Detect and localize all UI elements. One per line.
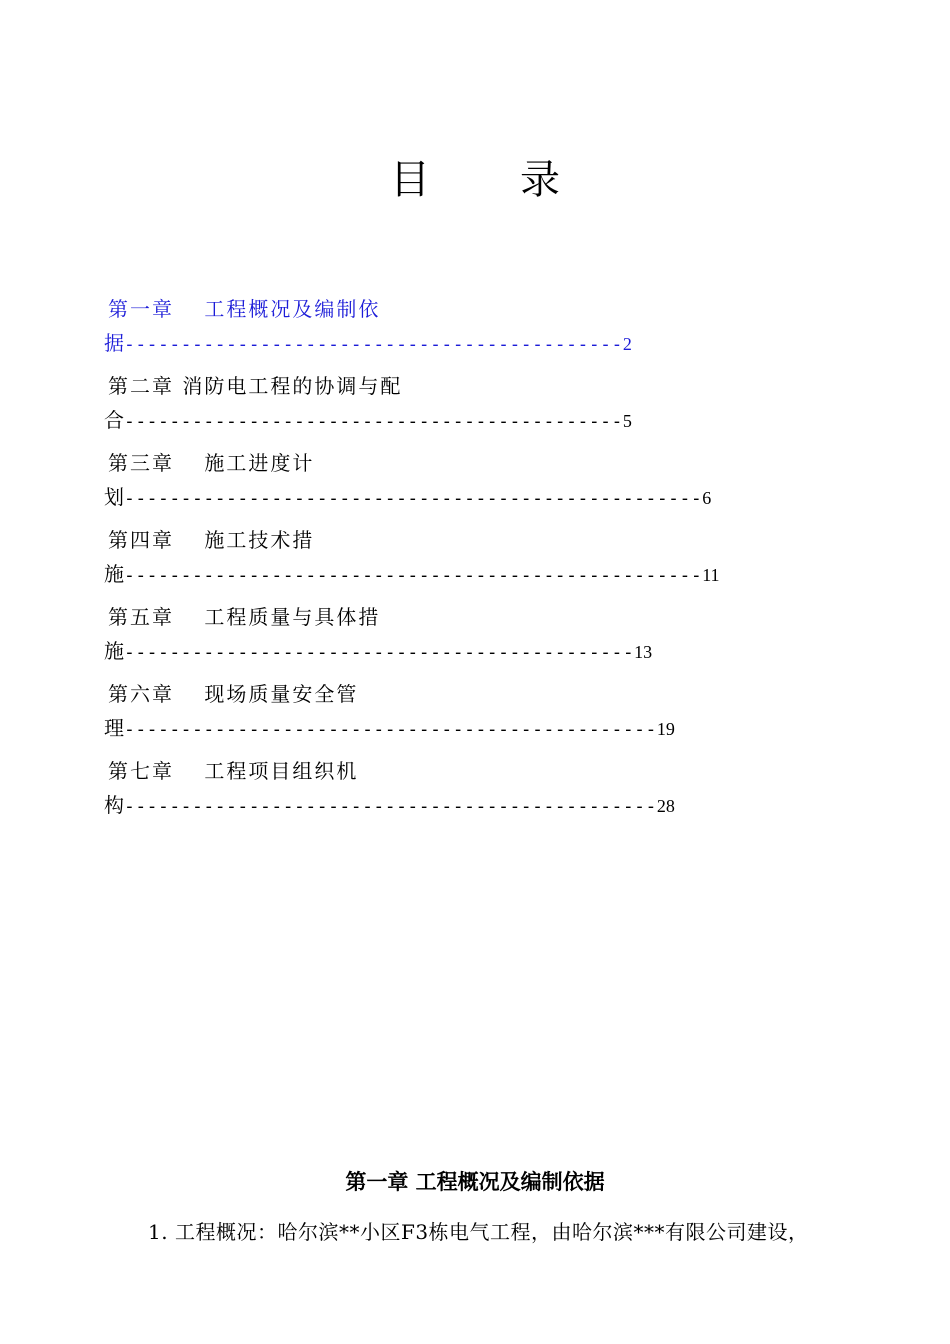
toc-item-title[interactable]: 第三章 施工进度计 bbox=[108, 451, 315, 475]
toc-item-2[interactable] bbox=[104, 369, 864, 446]
toc-item-leader[interactable]: 划---------------------------------------------------6 bbox=[104, 485, 712, 509]
toc-page-number: 6 bbox=[702, 488, 712, 508]
toc-item-leader[interactable]: 合--------------------------------------------5 bbox=[104, 408, 632, 432]
toc-page-number: 28 bbox=[656, 796, 675, 816]
title-char-1: 目 bbox=[390, 157, 430, 203]
toc-page-number: 13 bbox=[634, 642, 653, 662]
toc-item-leader[interactable]: 理-----------------------------------------------19 bbox=[104, 716, 675, 740]
toc-item-title[interactable]: 第七章 工程项目组织机 bbox=[108, 759, 359, 783]
toc-item-3[interactable] bbox=[104, 446, 864, 523]
body-paragraph: 1. 工程概况：哈尔滨**小区F3栋电气工程，由哈尔滨***有限公司建设， bbox=[148, 1220, 809, 1244]
table-of-contents bbox=[104, 292, 864, 831]
toc-item-leader[interactable]: 施---------------------------------------------------11 bbox=[104, 562, 720, 586]
toc-item-title[interactable]: 第一章 工程概况及编制依 bbox=[108, 297, 381, 321]
toc-page-number: 19 bbox=[656, 719, 675, 739]
toc-item-leader[interactable]: 据--------------------------------------------2 bbox=[104, 331, 632, 355]
toc-page-number: 11 bbox=[702, 565, 720, 585]
toc-item-7[interactable] bbox=[104, 754, 864, 831]
toc-item-1[interactable] bbox=[104, 292, 864, 369]
toc-page-number: 5 bbox=[622, 411, 632, 431]
toc-item-6[interactable] bbox=[104, 677, 864, 754]
toc-item-leader[interactable]: 构-----------------------------------------------28 bbox=[104, 793, 675, 817]
toc-item-title[interactable]: 第五章 工程质量与具体措 bbox=[108, 605, 381, 629]
toc-item-title[interactable]: 第六章 现场质量安全管 bbox=[108, 682, 359, 706]
toc-item-title[interactable]: 第四章 施工技术措 bbox=[108, 528, 315, 552]
title-char-2: 录 bbox=[520, 157, 560, 203]
toc-item-leader[interactable]: 施---------------------------------------------13 bbox=[104, 639, 653, 663]
toc-page-number: 2 bbox=[622, 334, 632, 354]
page-title bbox=[0, 148, 950, 205]
toc-item-4[interactable] bbox=[104, 523, 864, 600]
chapter-heading: 第一章 工程概况及编制依据 bbox=[345, 1170, 605, 1194]
toc-item-title[interactable]: 第二章 消防电工程的协调与配 bbox=[108, 374, 403, 398]
toc-item-5[interactable] bbox=[104, 600, 864, 677]
